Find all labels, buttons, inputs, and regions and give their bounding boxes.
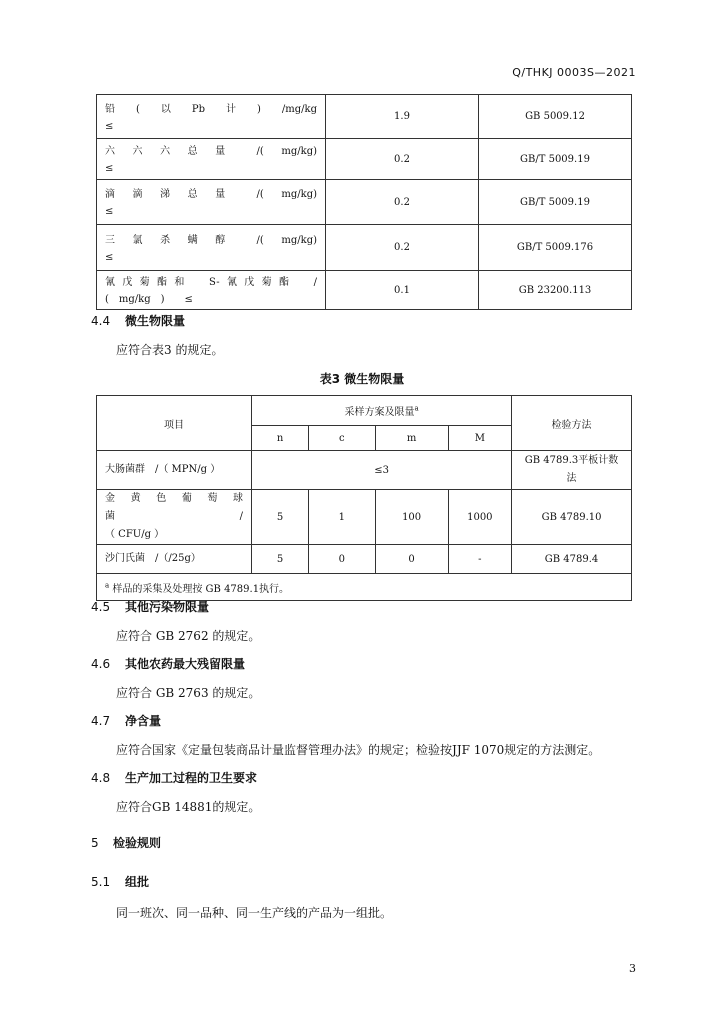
test-method: GB 4789.4 — [512, 545, 632, 574]
test-method: GB/T 5009.19 — [479, 180, 632, 225]
limit-value: 0.2 — [326, 180, 479, 225]
item-name: 滴 滴 涕 总 量 /( mg/kg) ≤ — [97, 180, 326, 225]
test-method: GB 5009.12 — [479, 95, 632, 139]
table-header-row — [97, 396, 632, 426]
test-method: GB/T 5009.19 — [479, 139, 632, 180]
value-c: 1 — [309, 490, 376, 545]
test-method: GB 23200.113 — [479, 271, 632, 310]
item-name: 大肠菌群 /（ MPN/g ） — [97, 451, 252, 490]
table-row — [97, 271, 632, 310]
table-row — [97, 451, 632, 490]
page-number: 3 — [629, 962, 636, 975]
header-item: 项目 — [97, 396, 252, 451]
value-m: 0 — [375, 545, 448, 574]
pesticide-limits-table — [96, 94, 632, 310]
header-M: M — [448, 426, 512, 451]
limit-value: 0.2 — [326, 139, 479, 180]
section-text-4-5: 应符合 GB 2762 的规定。 — [116, 629, 261, 643]
table-row — [97, 139, 632, 180]
value-M: - — [448, 545, 512, 574]
item-name: 氰戊菊酯和 S-氰戊菊酯 / ( mg/kg ) ≤ — [97, 271, 326, 310]
section-heading-4-5: 4.5 其他污染物限量 — [91, 600, 210, 614]
item-name: 金 黄 色 葡 萄 球 菌 / （ CFU/g ） — [97, 490, 252, 545]
merged-limit: ≤3 — [252, 451, 512, 490]
test-method: GB/T 5009.176 — [479, 225, 632, 271]
table-row — [97, 180, 632, 225]
table-footnote-row — [97, 574, 632, 601]
section-heading-4-7: 4.7 净含量 — [91, 714, 162, 728]
footnote-mark: a — [414, 404, 419, 413]
section-heading-4-4: 4.4 微生物限量 — [91, 314, 186, 328]
value-n: 5 — [252, 490, 309, 545]
item-name: 铅 ( 以 Pb 计 ) /mg/kg ≤ — [97, 95, 326, 139]
section-text-4-4: 应符合表3 的规定。 — [116, 343, 224, 357]
value-n: 5 — [252, 545, 309, 574]
table-footnote: $^a$ 样品的采集及处理按 GB 4789.1执行。 — [97, 574, 632, 601]
limit-value: 1.9 — [326, 95, 479, 139]
section-heading-4-6: 4.6 其他农药最大残留限量 — [91, 657, 246, 671]
test-method: GB 4789.3平板计数 法 — [512, 451, 632, 490]
section-text-4-6: 应符合 GB 2763 的规定。 — [116, 686, 261, 700]
item-name: 六 六 六 总 量 /( mg/kg) ≤ — [97, 139, 326, 180]
item-name: 沙门氏菌 /（/25g） — [97, 545, 252, 574]
section-heading-5-1: 5.1 组批 — [91, 875, 150, 889]
table-row — [97, 225, 632, 271]
section-heading-5: 5 检验规则 — [91, 836, 162, 850]
header-method: 检验方法 — [512, 396, 632, 451]
document-code: Q/THKJ 0003S—2021 — [512, 66, 636, 79]
section-text-4-8: 应符合GB 14881的规定。 — [116, 800, 261, 814]
header-sampling: 采样方案及限量$^a$ — [252, 396, 512, 426]
table3-caption: 表3 微生物限量 — [319, 372, 405, 386]
limit-value: 0.2 — [326, 225, 479, 271]
microbial-limits-table — [96, 395, 632, 601]
value-M: 1000 — [448, 490, 512, 545]
value-m: 100 — [375, 490, 448, 545]
test-method: GB 4789.10 — [512, 490, 632, 545]
value-c: 0 — [309, 545, 376, 574]
header-n: n — [252, 426, 309, 451]
section-text-4-7: 应符合国家《定量包装商品计量监督管理办法》的规定；检验按JJF 1070规定的方法测定。 — [116, 743, 601, 757]
header-m: m — [375, 426, 448, 451]
table-row — [97, 95, 632, 139]
table-row — [97, 545, 632, 574]
limit-value: 0.1 — [326, 271, 479, 310]
section-heading-4-8: 4.8 生产加工过程的卫生要求 — [91, 771, 258, 785]
table-row — [97, 490, 632, 545]
section-text-5-1: 同一班次、同一品种、同一生产线的产品为一组批。 — [116, 906, 393, 920]
item-name: 三 氯 杀 螨 醇 /( mg/kg) ≤ — [97, 225, 326, 271]
header-c: c — [309, 426, 376, 451]
